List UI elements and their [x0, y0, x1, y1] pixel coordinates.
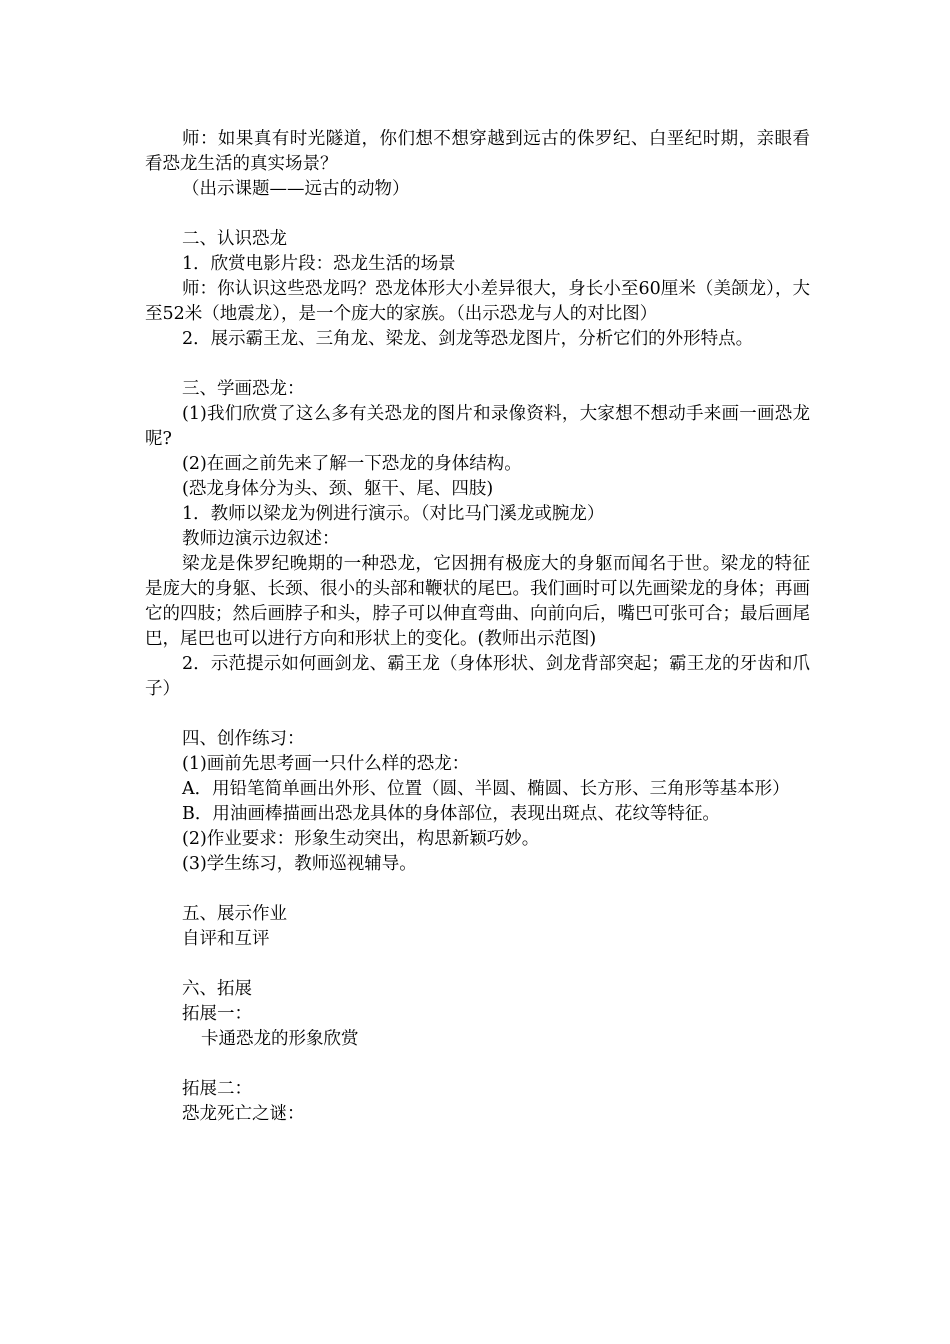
paragraph-teacher-question: 师：你认识这些恐龙吗？恐龙体形大小差异很大，身长小至60厘米（美颌龙），大至52米（地震龙），是一个庞大的家族。（出示恐龙与人的对比图） — [145, 279, 810, 324]
section-heading-2: 二、认识恐龙 — [182, 229, 287, 249]
section-heading-4: 四、创作练习： — [182, 729, 305, 749]
paragraph-item: 2．示范提示如何画剑龙、霸王龙（身体形状、剑龙背部突起；霸王龙的牙齿和爪子） — [145, 654, 810, 699]
paragraph-item: (1)我们欣赏了这么多有关恐龙的图片和录像资料，大家想不想动手来画一画恐龙呢? — [145, 404, 810, 449]
blank-line — [145, 702, 810, 727]
section-heading-3: 三、学画恐龙： — [182, 379, 305, 399]
paragraph-item: (1)画前先思考画一只什么样的恐龙： — [182, 754, 470, 774]
paragraph-item: 1．教师以梁龙为例进行演示。（对比马门溪龙或腕龙） — [182, 504, 605, 524]
document-page — [145, 127, 810, 1127]
blank-line — [145, 1052, 810, 1077]
paragraph-item: (恐龙身体分为头、颈、躯干、尾、四肢) — [182, 479, 494, 499]
paragraph-item: B．用油画棒描画出恐龙具体的身体部位，表现出斑点、花纹等特征。 — [182, 804, 720, 824]
paragraph-item: A．用铅笔简单画出外形、位置（圆、半圆、椭圆、长方形、三角形等基本形） — [182, 779, 790, 799]
paragraph-show-title: （出示课题——远古的动物） — [182, 179, 410, 199]
blank-line — [145, 877, 810, 902]
paragraph-item: 1．欣赏电影片段：恐龙生活的场景 — [182, 254, 456, 274]
paragraph-intro-question: 师：如果真有时光隧道，你们想不想穿越到远古的侏罗纪、白垩纪时期，亲眼看看恐龙生活的真实场景？ — [145, 129, 810, 174]
paragraph-item: 卡通恐龙的形象欣赏 — [201, 1029, 359, 1049]
blank-line — [145, 352, 810, 377]
paragraph-item: 拓展二： — [182, 1079, 252, 1099]
paragraph-diplodocus-description: 梁龙是侏罗纪晚期的一种恐龙，它因拥有极庞大的身躯而闻名于世。梁龙的特征是庞大的身躯、长颈、很小的头部和鞭状的尾巴。我们画时可以先画梁龙的身体；再画它的四肢；然后画脖子和头，脖子可以伸直弯曲、向前向后，嘴巴可张可合；最后画尾巴，尾巴也可以进行方向和形状上的变化。(教师出示范图) — [145, 554, 810, 649]
section-heading-6: 六、拓展 — [182, 979, 252, 999]
blank-line — [145, 952, 810, 977]
blank-line — [145, 202, 810, 227]
paragraph-item: 自评和互评 — [182, 929, 270, 949]
paragraph-item: (3)学生练习，教师巡视辅导。 — [182, 854, 417, 874]
paragraph-item: 恐龙死亡之谜： — [182, 1104, 305, 1124]
paragraph-item: 拓展一： — [182, 1004, 252, 1024]
paragraph-item: 教师边演示边叙述： — [182, 529, 340, 549]
paragraph-item: (2)作业要求：形象生动突出，构思新颖巧妙。 — [182, 829, 540, 849]
paragraph-item: 2．展示霸王龙、三角龙、梁龙、剑龙等恐龙图片，分析它们的外形特点。 — [182, 329, 754, 349]
paragraph-item: (2)在画之前先来了解一下恐龙的身体结构。 — [182, 454, 522, 474]
section-heading-5: 五、展示作业 — [182, 904, 287, 924]
